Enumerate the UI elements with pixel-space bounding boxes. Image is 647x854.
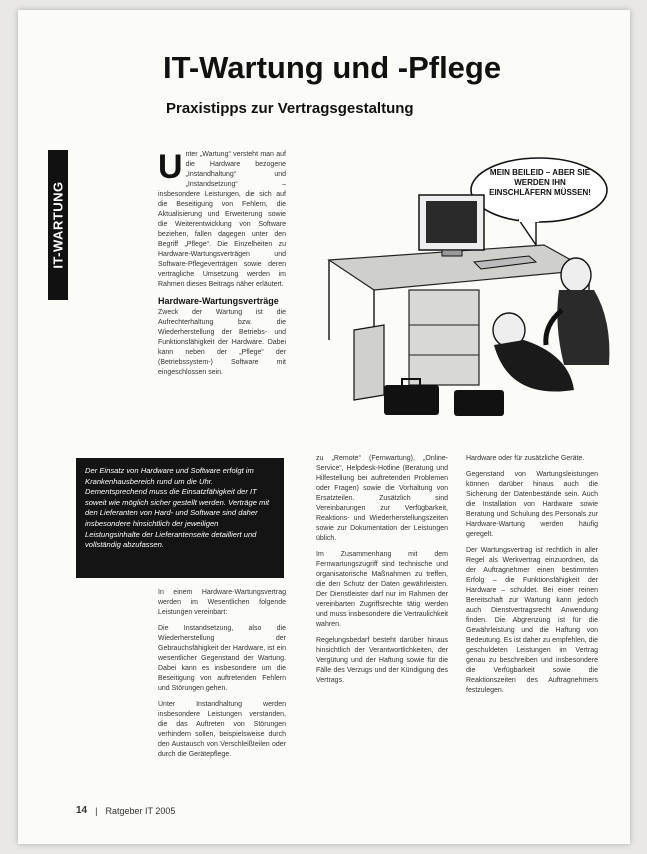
publication-name: Ratgeber IT 2005 xyxy=(105,805,176,816)
paragraph: Unter Instandhaltung werden insbesondere Leistungen verstanden, die das Auftreten von Störungen verhindern sollen, beispielsweise durch den Austausch von Verschleißteilen oder durch die Gerätepflege. xyxy=(158,701,286,758)
paragraph: In einem Hardware-Wartungsvertrag werden im Wesentlichen folgende Leistungen vereinbart: xyxy=(158,589,286,616)
desk-drawers xyxy=(409,290,479,385)
column-2 xyxy=(158,588,286,766)
page-footer xyxy=(76,805,175,816)
callout-box: Der Einsatz von Hardware und Software erfolgt im Krankenhausbereich rund um die Uhr. Dementsprechend muss die Einsatzfähigkeit der IT soweit wie möglich sicher gestellt werden. Verträge mit den Lieferanten von Hard- und Software sind daher insbesondere hinsichtlich der jeweiligen Leistungsinhalte der Lieferantenseite detailliert und vollständig abzufassen. xyxy=(76,458,284,578)
briefcase-left xyxy=(384,385,439,415)
man-body xyxy=(557,290,609,365)
briefcase-right xyxy=(454,390,504,416)
pc-tower xyxy=(354,325,384,400)
page-number: 14 xyxy=(76,805,88,816)
column-3 xyxy=(316,454,448,692)
column-4 xyxy=(466,454,598,702)
cartoon-illustration xyxy=(314,150,614,440)
paragraph: Die Instandsetzung, also die Wiederherstellung der Gebrauchsfähigkeit der Hardware, ist ein wesentlicher Gegenstand der Wartung. Dabei kann es insbesondere um die Beseitigung von auftretenden Fehlern und Störungen gehen. xyxy=(158,625,286,692)
speech-bubble-text: MEIN BEILEID – ABER SIE WERDEN IHN EINSCHLÄFERN MÜSSEN! xyxy=(489,168,591,197)
section-heading-hardware: Hardware-Wartungsverträge xyxy=(158,296,279,306)
section-tab-label: IT-WARTUNG xyxy=(50,181,66,269)
paragraph: Hardware oder für zusätzliche Geräte. xyxy=(466,455,585,462)
paragraph: Zweck der Wartung ist die Aufrechterhaltung bzw. die Wiederherstellung der Betriebs- und Funktionsfähigkeit der Hardware. Dabei kann neben der „Pflege“ der (Betriebssystem-) Software mit eingeschlossen sein. xyxy=(158,309,286,376)
paragraph: Der Wartungsvertrag ist rechtlich in aller Regel als Werkvertrag einzuordnen, da der Auftragnehmer einen bestimmten Erfolg – die Funktionsfähigkeit der Hardware – schuldet. Bei einer reinen Bereitschaft zur Wartung kann jedoch auch Dienstvertragsrecht Anwendung finden. Die Abgrenzung ist für die Gewährleistung und die Haftung von Bedeutung. Es ist daher zu empfehlen, die geschuldeten Leistungen im Vertrag genau zu beschreiben und insbesondere die Verfügbarkeit sowie die Reaktionszeiten des Auftragnehmers festzulegen. xyxy=(466,547,598,694)
article-subtitle: Praxistipps zur Vertragsgestaltung xyxy=(166,100,414,117)
column-1 xyxy=(158,150,286,384)
monitor-screen xyxy=(426,201,477,243)
paragraph: Regelungsbedarf besteht darüber hinaus hinsichtlich der Verantwortlichkeiten, der Vergütung und der Haftung sowie für die Fälle des Verzugs und der Kündigung des Vertrags. xyxy=(316,637,448,684)
paragraph: Gegenstand von Wartungsleistungen können darüber hinaus auch die Sicherung der Datenbestände sein. Auch die Installation von Hardware sowie Beratung und Schulung des Personals zur Hardware-Wartung werden häufig geregelt. xyxy=(466,471,598,538)
magazine-page xyxy=(18,10,630,844)
speech-bubble-tail xyxy=(519,220,536,245)
paragraph: Im Zusammenhang mit dem Fernwartungszugriff sind technische und organisatorische Maßnahmen zu treffen, die den Schutz der Daten gewährleisten. Der Dienstleister darf nur im Rahmen der vereinbarten Zugriffsrechte tätig werden und muss insbesondere die Vertraulichkeit wahren. xyxy=(316,551,448,628)
drop-cap: U xyxy=(158,148,183,186)
article-title: IT-Wartung und -Pflege xyxy=(163,50,502,85)
footer-divider: | xyxy=(95,805,98,816)
paragraph: zu „Remote“ (Fernwartung), „Online-Service“, Helpdesk-Hotline (Beratung und Hilfestellung bei auftretenden Problemen oder Fragen) sowie die Vorhaltung von Ersatzteilen. Zusätzlich sind Vereinbarungen zur Verfügbarkeit, Reaktions- und Wiederherstellungszeiten sowie zur Dokumentation der Leistungen üblich. xyxy=(316,455,448,542)
section-tab xyxy=(48,150,68,300)
intro-paragraph: Unter „Wartung“ versteht man auf die Hardware bezogene „Instandhaltung“ und „Instandsetzung“ – insbesondere Leistungen, die sich auf die Beseitigung von Fehlern, die Aktualisierung und Erweiterung sowie die Weiterentwicklung von Software beziehen, fallen dagegen unter den Begriff „Pflege“. Die Einzelheiten zu Hardware-Wartungsverträgen und Software-Pflegeverträgen sowie deren vertragliche Umsetzung werden im Rahmen dieses Beitrags näher erläutert. xyxy=(158,148,286,288)
man-head xyxy=(561,258,591,292)
